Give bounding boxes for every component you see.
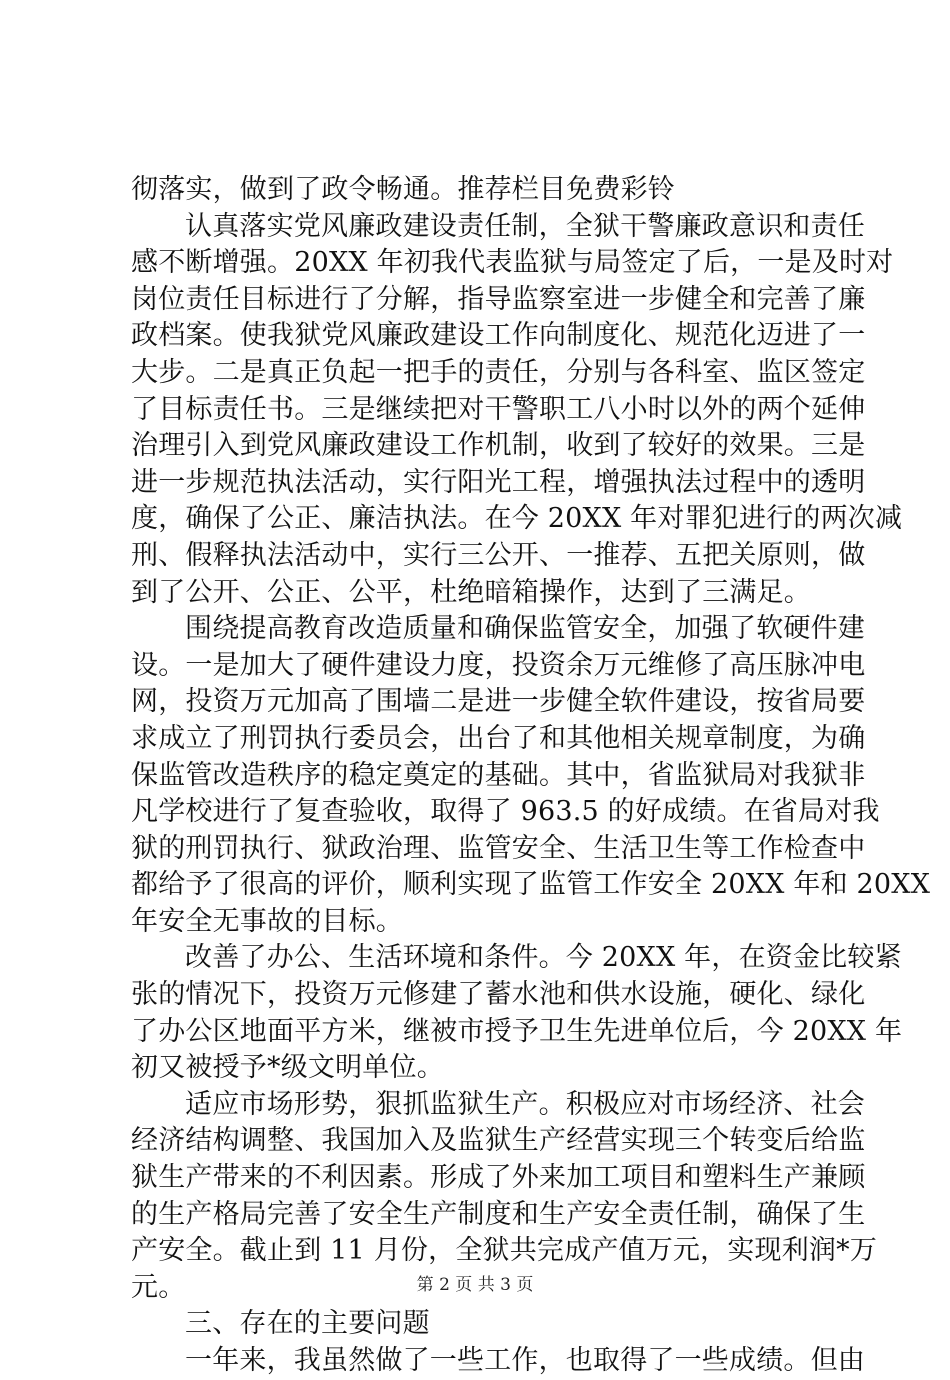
text-line: 都给予了很高的评价，顺利实现了监管工作安全 20XX 年和 20XX — [131, 869, 931, 901]
page-footer: 第 2 页 共 3 页 — [416, 1275, 534, 1295]
text-line: 认真落实党风廉政建设责任制，全狱干警廉政意识和责任 — [185, 210, 865, 242]
text-line: 改善了办公、生活环境和条件。今 20XX 年，在资金比较紧 — [185, 942, 902, 974]
text-line: 适应市场形势，狠抓监狱生产。积极应对市场经济、社会 — [185, 1088, 865, 1120]
text-line: 三、存在的主要问题 — [185, 1308, 430, 1340]
text-line: 彻落实，做到了政令畅通。推荐栏目免费彩铃 — [131, 174, 675, 205]
text-line: 张的情况下，投资万元修建了蓄水池和供水设施，硬化、绿化 — [131, 979, 866, 1011]
text-line: 初又被授予*级文明单位。 — [131, 1052, 444, 1084]
text-line: 求成立了刑罚执行委员会，出台了和其他相关规章制度，为确 — [131, 722, 866, 754]
text-line: 感不断增强。20XX 年初我代表监狱与局签定了后，一是及时对 — [131, 247, 894, 279]
text-line: 经济结构调整、我国加入及监狱生产经营实现三个转变后给监 — [131, 1125, 866, 1157]
text-line: 狱的刑罚执行、狱政治理、监管安全、生活卫生等工作检查中 — [131, 832, 866, 864]
text-line: 保监管改造秩序的稳定奠定的基础。其中，省监狱局对我狱非 — [131, 759, 866, 791]
text-line: 产安全。截止到 11 月份，全狱共完成产值万元，实现利润*万 — [131, 1235, 878, 1267]
text-line: 大步。二是真正负起一把手的责任，分别与各科室、监区签定 — [131, 356, 866, 388]
text-line: 治理引入到党风廉政建设工作机制，收到了较好的效果。三是 — [131, 430, 866, 462]
text-line: 到了公开、公正、公平，杜绝暗箱操作，达到了三满足。 — [131, 576, 811, 608]
text-line: 的生产格局完善了安全生产制度和生产安全责任制，确保了生 — [131, 1198, 866, 1230]
text-line: 刑、假释执法活动中，实行三公开、一推荐、五把关原则，做 — [131, 539, 866, 571]
text-line: 年安全无事故的目标。 — [131, 905, 403, 937]
text-line: 一年来，我虽然做了一些工作，也取得了一些成绩。但由 — [185, 1345, 865, 1376]
text-line: 网，投资万元加高了围墙二是进一步健全软件建设，按省局要 — [131, 686, 866, 718]
text-line: 狱生产带来的不利因素。形成了外来加工项目和塑料生产兼顾 — [131, 1162, 866, 1194]
text-line: 进一步规范执法活动，实行阳光工程，增强执法过程中的透明 — [131, 466, 866, 498]
text-line: 度，确保了公正、廉洁执法。在今 20XX 年对罪犯进行的两次减 — [131, 503, 903, 535]
text-line: 围绕提高教育改造质量和确保监管安全，加强了软硬件建 — [185, 613, 865, 645]
text-line: 岗位责任目标进行了分解，指导监察室进一步健全和完善了廉 — [131, 283, 866, 315]
text-line: 凡学校进行了复查验收，取得了 963.5 的好成绩。在省局对我 — [131, 796, 880, 828]
text-line: 设。一是加大了硬件建设力度，投资余万元维修了高压脉冲电 — [131, 649, 866, 681]
text-line: 政档案。使我狱党风廉政建设工作向制度化、规范化迈进了一 — [131, 320, 866, 352]
text-line: 了办公区地面平方米，继被市授予卫生先进单位后，今 20XX 年 — [131, 1015, 903, 1047]
text-line: 元。 — [131, 1271, 186, 1303]
body-text — [131, 172, 931, 1380]
text-line: 了目标责任书。三是继续把对干警职工八小时以外的两个延伸 — [131, 393, 866, 425]
